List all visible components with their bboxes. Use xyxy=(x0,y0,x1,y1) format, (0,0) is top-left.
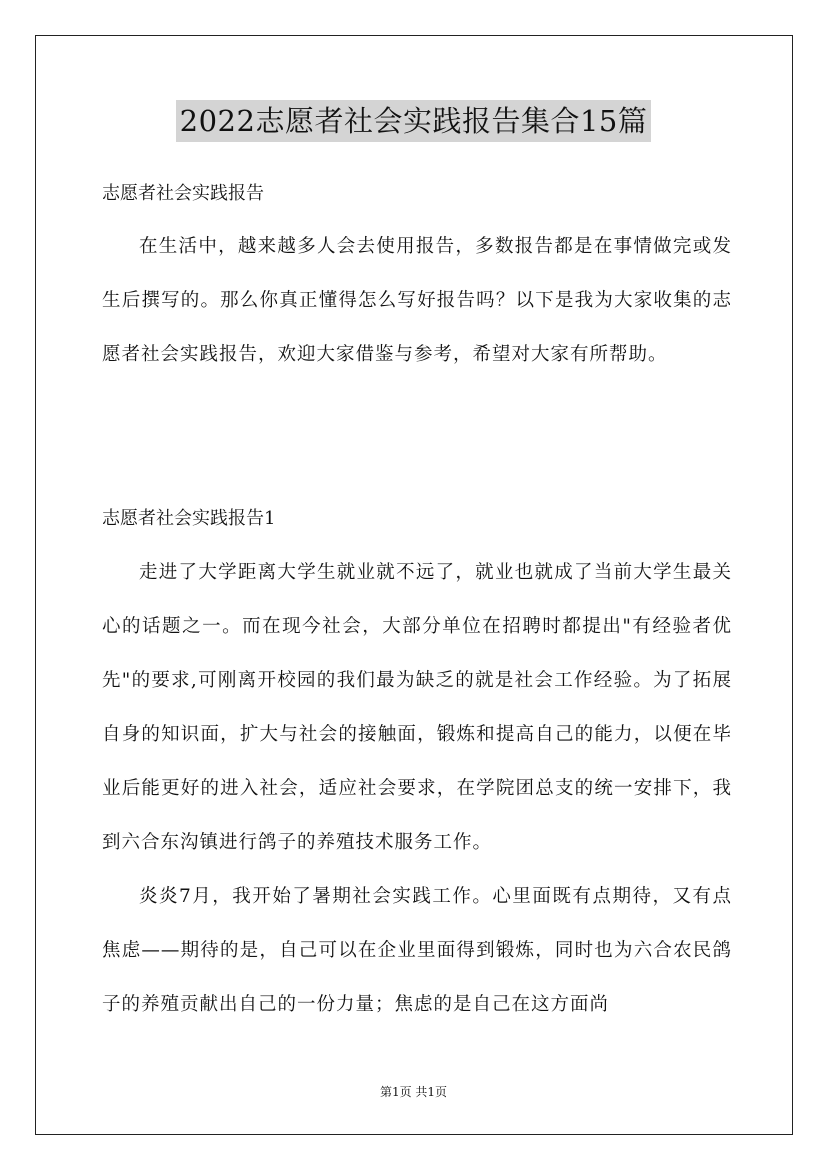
document-title-text: 2022志愿者社会实践报告集合15篇 xyxy=(176,100,652,142)
section1-heading: 志愿者社会实践报告1 xyxy=(102,508,276,529)
section1-paragraph-1: 走进了大学距离大学生就业就不远了，就业也就成了当前大学生最关心的话题之一。而在现今社会，大部分单位在招聘时都提出"有经验者优先"的要求,可刚离开校园的我们最为缺乏的就是社会工作经验。为了拓展自身的知识面，扩大与社会的接触面，锻炼和提高自己的能力，以便在毕业后能更好的进入社会，适应社会要求，在学院团总支的统一安排下，我到六合东沟镇进行鸽子的养殖技术服务工作。 xyxy=(102,562,732,853)
section1-paragraph-2: 炎炎7月，我开始了暑期社会实践工作。心里面既有点期待，又有点焦虑——期待的是，自己可以在企业里面得到锻炼，同时也为六合农民鸽子的养殖贡献出自己的一份力量；焦虑的是自己在这方面尚 xyxy=(102,886,732,1015)
document-title xyxy=(0,100,827,142)
intro-paragraph: 在生活中，越来越多人会去使用报告，多数报告都是在事情做完或发生后撰写的。那么你真正懂得怎么写好报告吗？以下是我为大家收集的志愿者社会实践报告，欢迎大家借鉴与参考，希望对大家有所帮助。 xyxy=(102,236,732,365)
page-footer xyxy=(0,1084,827,1100)
page-number: 第1页 共1页 xyxy=(379,1085,448,1099)
intro-heading: 志愿者社会实践报告 xyxy=(102,183,264,204)
